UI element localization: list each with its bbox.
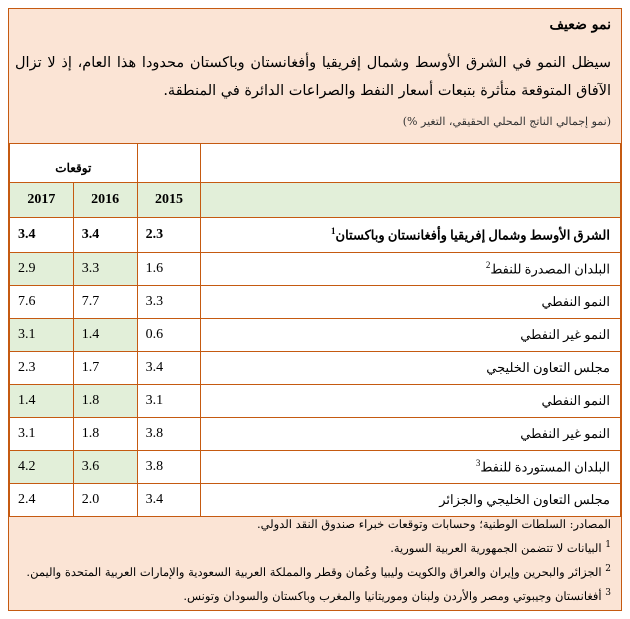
row-label-text: مجلس التعاون الخليجي xyxy=(486,360,610,375)
row-footnote-ref: 3 xyxy=(475,458,481,469)
cell-2017: 2.3 xyxy=(10,352,74,385)
cell-2015: 3.8 xyxy=(137,451,201,484)
units-note: (نمو إجمالي الناتج المحلي الحقيقي، التغير %) xyxy=(402,115,611,128)
forecast-label: توقعات xyxy=(10,144,138,183)
row-label-text: النمو النفطي xyxy=(541,294,610,309)
footnote-1 xyxy=(15,535,611,559)
cell-2016: 1.4 xyxy=(73,319,137,352)
cell-2016: 7.7 xyxy=(73,286,137,319)
table-row xyxy=(10,385,621,418)
row-label-text: النمو غير النفطي xyxy=(520,426,610,441)
source-note: المصادر: السلطات الوطنية؛ وحسابات وتوقعات خبراء صندوق النقد الدولي. xyxy=(256,517,611,531)
footnote-3-num: 3 xyxy=(605,587,611,598)
panel-title: نمو ضعيف xyxy=(549,17,611,33)
cell-2015: 0.6 xyxy=(137,319,201,352)
cell-2016: 3.3 xyxy=(73,253,137,286)
row-label xyxy=(201,286,621,319)
cell-2017: 1.4 xyxy=(10,385,74,418)
cell-2016: 1.8 xyxy=(73,385,137,418)
footnote-1-num: 1 xyxy=(605,540,611,550)
cell-2017: 2.4 xyxy=(10,484,74,517)
cell-2017: 3.1 xyxy=(10,319,74,352)
header-empty-2015 xyxy=(137,144,201,183)
year-2017: 2017 xyxy=(10,183,74,218)
header-label-cell xyxy=(201,183,621,218)
row-label xyxy=(201,385,621,418)
cell-2015: 3.4 xyxy=(137,352,201,385)
table-row xyxy=(10,484,621,517)
footnote-3 xyxy=(15,583,611,607)
header-row-forecast xyxy=(10,144,621,183)
year-2015: 2015 xyxy=(137,183,201,218)
footnote-3-text: أفغانستان وجيبوتي ومصر والأردن ولبنان وموريتانيا والمغرب وباكستان والسودان وتونس. xyxy=(183,588,602,603)
footnote-1-text: البيانات لا تتضمن الجمهورية العربية السورية. xyxy=(390,540,602,555)
growth-panel xyxy=(8,8,622,611)
row-label xyxy=(201,352,621,385)
cell-2015: 3.8 xyxy=(137,418,201,451)
table-row xyxy=(10,286,621,319)
cell-2016: 3.4 xyxy=(73,218,137,253)
table-row xyxy=(10,418,621,451)
year-2016: 2016 xyxy=(73,183,137,218)
cell-2015: 3.1 xyxy=(137,385,201,418)
cell-2017: 4.2 xyxy=(10,451,74,484)
cell-2015: 1.6 xyxy=(137,253,201,286)
table-row xyxy=(10,319,621,352)
cell-2015: 2.3 xyxy=(137,218,201,253)
row-label xyxy=(201,418,621,451)
row-label-text: الشرق الأوسط وشمال إفريقيا وأفغانستان وباكستان xyxy=(335,227,610,243)
cell-2017: 2.9 xyxy=(10,253,74,286)
cell-2016: 3.6 xyxy=(73,451,137,484)
header-row-years xyxy=(10,183,621,218)
cell-2015: 3.3 xyxy=(137,286,201,319)
row-label-text: البلدان المستوردة للنفط xyxy=(480,459,610,475)
row-label xyxy=(201,484,621,517)
growth-table xyxy=(9,143,621,517)
table-row xyxy=(10,451,621,484)
cell-2016: 2.0 xyxy=(73,484,137,517)
row-label xyxy=(201,319,621,352)
row-label xyxy=(201,218,621,253)
table-row xyxy=(10,352,621,385)
row-label xyxy=(201,253,621,286)
cell-2017: 3.4 xyxy=(10,218,74,253)
footnote-2-num: 2 xyxy=(605,563,611,574)
lead-paragraph: سيظل النمو في الشرق الأوسط وشمال إفريقيا وأفغانستان وباكستان محدودا هذا العام، إذ لا تزال الآفاق المتوقعة متأثرة بتبعات أسعار النفط والصراعات الدائرة في المنطقة. xyxy=(15,55,611,99)
footnote-2 xyxy=(15,559,611,583)
row-label-text: النمو النفطي xyxy=(541,393,610,408)
row-footnote-ref: 1 xyxy=(331,226,336,237)
footnote-2-text: الجزائر والبحرين وإيران والعراق والكويت وليبيا وعُمان وقطر والمملكة العربية السعودية والإمارات العربية المتحدة واليمن. xyxy=(26,564,602,579)
footnotes xyxy=(15,514,611,606)
row-footnote-ref: 2 xyxy=(485,260,491,271)
header-empty-cell xyxy=(201,144,621,183)
table-row xyxy=(10,253,621,286)
row-label xyxy=(201,451,621,484)
row-label-text: النمو غير النفطي xyxy=(520,327,610,342)
cell-2016: 1.8 xyxy=(73,418,137,451)
cell-2016: 1.7 xyxy=(73,352,137,385)
cell-2015: 3.4 xyxy=(137,484,201,517)
cell-2017: 3.1 xyxy=(10,418,74,451)
table-row xyxy=(10,218,621,253)
row-label-text: مجلس التعاون الخليجي والجزائر xyxy=(439,492,610,507)
cell-2017: 7.6 xyxy=(10,286,74,319)
row-label-text: البلدان المصدرة للنفط xyxy=(490,261,610,277)
